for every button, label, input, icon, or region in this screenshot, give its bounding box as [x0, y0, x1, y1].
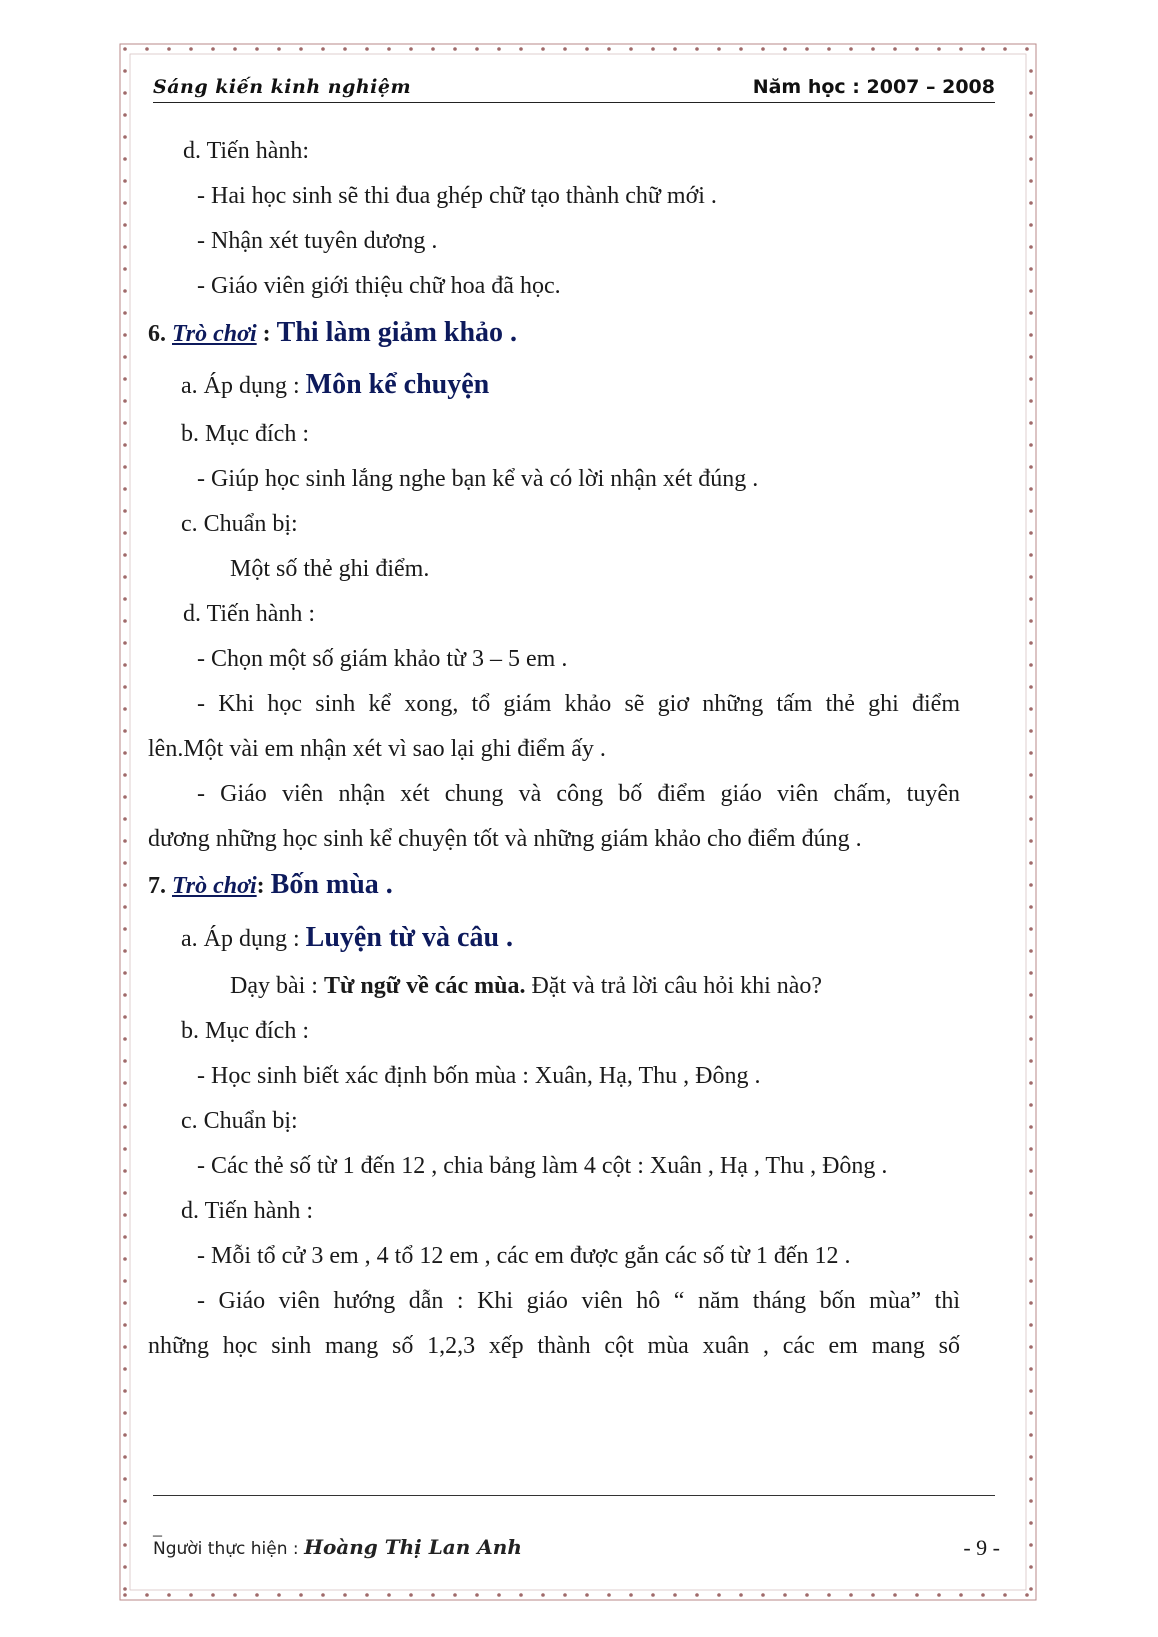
- border-ornament: [1029, 575, 1033, 579]
- header-school-year: Năm học : 2007 – 2008: [752, 76, 995, 98]
- border-ornament: [475, 47, 479, 51]
- border-ornament: [123, 839, 127, 843]
- border-ornament: [1029, 201, 1033, 205]
- border-ornament: [123, 971, 127, 975]
- text-line: lên.Một vài em nhận xét vì sao lại ghi điểm ấy .: [148, 736, 606, 762]
- section-number: 6.: [148, 321, 166, 347]
- border-ornament: [123, 1213, 127, 1217]
- border-ornament: [123, 289, 127, 293]
- border-ornament: [1029, 69, 1033, 73]
- border-ornament: [123, 377, 127, 381]
- border-ornament: [761, 1593, 765, 1597]
- border-ornament: [123, 223, 127, 227]
- border-ornament: [1029, 817, 1033, 821]
- border-ornament: [123, 729, 127, 733]
- border-ornament: [123, 905, 127, 909]
- border-ornament: [805, 47, 809, 51]
- border-ornament: [1029, 773, 1033, 777]
- border-ornament: [1029, 751, 1033, 755]
- border-ornament: [123, 1477, 127, 1481]
- border-ornament: [695, 47, 699, 51]
- apply-line: [181, 370, 489, 401]
- border-ornament: [827, 1593, 831, 1597]
- apply-label: a. Áp dụng :: [181, 373, 306, 399]
- border-ornament: [123, 91, 127, 95]
- border-ornament: [255, 47, 259, 51]
- border-ornament: [123, 1499, 127, 1503]
- text-line: - Khi học sinh kể xong, tổ giám khảo sẽ giơ những tấm thẻ ghi điểm: [197, 691, 960, 717]
- section-title: Thi làm giảm khảo .: [276, 317, 518, 348]
- border-ornament: [211, 1593, 215, 1597]
- border-ornament: [497, 1593, 501, 1597]
- apply-line: [181, 923, 513, 954]
- border-ornament: [1029, 597, 1033, 601]
- border-ornament: [299, 1593, 303, 1597]
- border-ornament: [343, 47, 347, 51]
- author-separator: :: [287, 1539, 305, 1559]
- border-ornament: [541, 1593, 545, 1597]
- border-ornament: [123, 949, 127, 953]
- border-ornament: [915, 47, 919, 51]
- text-line: - Hai học sinh sẽ thi đua ghép chữ tạo thành chữ mới .: [197, 183, 717, 209]
- border-ornament: [651, 47, 655, 51]
- border-ornament: [123, 707, 127, 711]
- border-ornament: [167, 47, 171, 51]
- section-label: Trò chơi: [172, 873, 257, 899]
- border-ornament: [123, 751, 127, 755]
- border-ornament: [607, 47, 611, 51]
- border-ornament: [1029, 355, 1033, 359]
- border-ornament: [1029, 1389, 1033, 1393]
- text-line: dương những học sinh kể chuyện tốt và những giám khảo cho điểm đúng .: [148, 826, 862, 852]
- border-ornament: [717, 47, 721, 51]
- border-ornament: [1029, 289, 1033, 293]
- footer-divider: [153, 1495, 995, 1496]
- border-ornament: [123, 795, 127, 799]
- apply-subject: Môn kể chuyện: [305, 369, 490, 400]
- border-ornament: [519, 1593, 523, 1597]
- border-ornament: [123, 157, 127, 161]
- border-ornament: [1029, 1213, 1033, 1217]
- lesson-rest: Đặt và trả lời câu hỏi khi nào?: [525, 973, 823, 999]
- border-ornament: [233, 1593, 237, 1597]
- border-ornament: [123, 663, 127, 667]
- border-ornament: [849, 47, 853, 51]
- border-ornament: [805, 1593, 809, 1597]
- text-line: - Học sinh biết xác định bốn mùa : Xuân, Hạ, Thu , Đông .: [197, 1063, 761, 1089]
- border-ornament: [1025, 47, 1029, 51]
- border-ornament: [1029, 179, 1033, 183]
- border-ornament: [1029, 1587, 1033, 1591]
- border-ornament: [123, 179, 127, 183]
- border-ornament: [1029, 1543, 1033, 1547]
- border-ornament: [123, 333, 127, 337]
- border-ornament: [365, 1593, 369, 1597]
- border-ornament: [123, 1323, 127, 1327]
- border-ornament: [1029, 553, 1033, 557]
- border-ornament: [431, 1593, 435, 1597]
- border-ornament: [123, 993, 127, 997]
- footer-dash: _: [153, 1518, 162, 1538]
- border-ornament: [1029, 1037, 1033, 1041]
- border-ornament: [123, 69, 127, 73]
- border-ornament: [189, 1593, 193, 1597]
- border-ornament: [1029, 443, 1033, 447]
- border-ornament: [123, 355, 127, 359]
- border-ornament: [277, 1593, 281, 1597]
- border-ornament: [1029, 641, 1033, 645]
- prep-heading: c. Chuẩn bị:: [181, 1108, 298, 1134]
- border-ornament: [1029, 1235, 1033, 1239]
- border-ornament: [1029, 1147, 1033, 1151]
- section-separator: :: [256, 873, 271, 899]
- border-ornament: [1029, 421, 1033, 425]
- border-ornament: [1029, 927, 1033, 931]
- border-ornament: [981, 1593, 985, 1597]
- border-ornament: [123, 443, 127, 447]
- apply-label: a. Áp dụng :: [181, 926, 306, 952]
- border-ornament: [123, 1411, 127, 1415]
- border-ornament: [629, 1593, 633, 1597]
- border-ornament: [1029, 1477, 1033, 1481]
- border-ornament: [1029, 1169, 1033, 1173]
- text-line: - Mỗi tổ cử 3 em , 4 tổ 12 em , các em được gắn các số từ 1 đến 12 .: [197, 1243, 851, 1269]
- border-ornament: [783, 1593, 787, 1597]
- border-ornament: [123, 487, 127, 491]
- border-ornament: [1029, 333, 1033, 337]
- border-ornament: [959, 47, 963, 51]
- text-line: - Giáo viên giới thiệu chữ hoa đã học.: [197, 273, 561, 299]
- border-ornament: [123, 113, 127, 117]
- border-ornament: [1029, 1565, 1033, 1569]
- border-ornament: [629, 47, 633, 51]
- border-ornament: [1003, 47, 1007, 51]
- border-ornament: [123, 509, 127, 513]
- border-ornament: [761, 47, 765, 51]
- border-ornament: [673, 1593, 677, 1597]
- border-ornament: [783, 47, 787, 51]
- border-ornament: [167, 1593, 171, 1597]
- border-ornament: [123, 773, 127, 777]
- border-ornament: [1029, 135, 1033, 139]
- border-ornament: [123, 1257, 127, 1261]
- border-ornament: [123, 399, 127, 403]
- border-ornament: [937, 47, 941, 51]
- border-ornament: [123, 1147, 127, 1151]
- border-ornament: [123, 245, 127, 249]
- author-label: Người thực hiện: [153, 1539, 288, 1559]
- apply-subject: Luyện từ và câu .: [305, 922, 514, 953]
- header-title: Sáng kiến kinh nghiệm: [153, 76, 412, 98]
- border-ornament: [321, 1593, 325, 1597]
- border-ornament: [1029, 1191, 1033, 1195]
- border-ornament: [123, 1169, 127, 1173]
- border-ornament: [585, 47, 589, 51]
- border-ornament: [739, 47, 743, 51]
- section-number: 7.: [148, 873, 166, 899]
- border-ornament: [1029, 971, 1033, 975]
- border-ornament: [1029, 1301, 1033, 1305]
- border-ornament: [1029, 509, 1033, 513]
- border-ornament: [1029, 1323, 1033, 1327]
- author-name: Hoàng Thị Lan Anh: [304, 1535, 522, 1559]
- border-ornament: [123, 619, 127, 623]
- border-ornament: [739, 1593, 743, 1597]
- border-ornament: [387, 47, 391, 51]
- border-ornament: [1029, 1367, 1033, 1371]
- border-ornament: [1029, 91, 1033, 95]
- border-ornament: [123, 1235, 127, 1239]
- step-d-heading: d. Tiến hành :: [181, 1198, 314, 1224]
- border-ornament: [255, 1593, 259, 1597]
- text-line: - Giáo viên nhận xét chung và công bố điểm giáo viên chấm, tuyên: [197, 781, 960, 807]
- border-ornament: [585, 1593, 589, 1597]
- step-d-heading: d. Tiến hành :: [183, 601, 316, 627]
- section-separator: :: [256, 321, 277, 347]
- border-ornament: [1029, 465, 1033, 469]
- border-ornament: [981, 47, 985, 51]
- border-ornament: [1029, 1455, 1033, 1459]
- border-ornament: [387, 1593, 391, 1597]
- border-ornament: [497, 47, 501, 51]
- border-ornament: [915, 1593, 919, 1597]
- border-ornament: [123, 597, 127, 601]
- section-7-heading: [148, 870, 393, 901]
- border-ornament: [123, 201, 127, 205]
- border-ornament: [563, 1593, 567, 1597]
- text-line: Một số thẻ ghi điểm.: [230, 556, 430, 582]
- border-ornament: [1029, 1015, 1033, 1019]
- border-ornament: [1029, 245, 1033, 249]
- border-ornament: [123, 465, 127, 469]
- border-ornament: [211, 47, 215, 51]
- footer-author: [153, 1535, 522, 1559]
- border-ornament: [519, 47, 523, 51]
- border-ornament: [1029, 1499, 1033, 1503]
- text-line: những học sinh mang số 1,2,3 xếp thành cột mùa xuân , các em mang số: [148, 1333, 960, 1359]
- border-ornament: [1029, 729, 1033, 733]
- border-ornament: [343, 1593, 347, 1597]
- border-ornament: [1029, 223, 1033, 227]
- border-ornament: [123, 267, 127, 271]
- border-ornament: [1003, 1593, 1007, 1597]
- border-ornament: [827, 47, 831, 51]
- border-ornament: [1029, 861, 1033, 865]
- border-ornament: [123, 861, 127, 865]
- border-ornament: [1029, 157, 1033, 161]
- border-ornament: [893, 47, 897, 51]
- prep-heading: c. Chuẩn bị:: [181, 511, 298, 537]
- border-ornament: [1029, 795, 1033, 799]
- border-ornament: [871, 1593, 875, 1597]
- border-ornament: [651, 1593, 655, 1597]
- border-ornament: [695, 1593, 699, 1597]
- section-title: Bốn mùa .: [270, 869, 393, 900]
- border-ornament: [123, 575, 127, 579]
- border-ornament: [123, 135, 127, 139]
- border-ornament: [123, 1345, 127, 1349]
- border-ornament: [123, 1367, 127, 1371]
- border-ornament: [607, 1593, 611, 1597]
- border-ornament: [299, 47, 303, 51]
- border-ornament: [1029, 487, 1033, 491]
- lesson-title: Từ ngữ về các mùa.: [323, 973, 526, 999]
- border-ornament: [1029, 1433, 1033, 1437]
- border-ornament: [541, 47, 545, 51]
- border-ornament: [1029, 377, 1033, 381]
- border-ornament: [937, 1593, 941, 1597]
- border-ornament: [1029, 113, 1033, 117]
- border-ornament: [1029, 619, 1033, 623]
- page-header: [153, 72, 995, 103]
- border-ornament: [123, 685, 127, 689]
- border-ornament: [189, 47, 193, 51]
- border-ornament: [1029, 1059, 1033, 1063]
- border-ornament: [123, 1389, 127, 1393]
- lesson-label: Dạy bài :: [230, 973, 324, 999]
- border-ornament: [123, 421, 127, 425]
- page-number: - 9 -: [963, 1535, 1000, 1560]
- border-ornament: [123, 1103, 127, 1107]
- section-label: Trò chơi: [172, 321, 257, 347]
- border-ornament: [277, 47, 281, 51]
- border-ornament: [123, 311, 127, 315]
- border-ornament: [409, 47, 413, 51]
- border-ornament: [233, 47, 237, 51]
- text-line: - Giúp học sinh lắng nghe bạn kể và có lời nhận xét đúng .: [197, 466, 759, 492]
- border-ornament: [123, 927, 127, 931]
- border-ornament: [1029, 1521, 1033, 1525]
- border-ornament: [1029, 905, 1033, 909]
- border-ornament: [123, 1037, 127, 1041]
- border-ornament: [1029, 685, 1033, 689]
- border-ornament: [871, 47, 875, 51]
- border-ornament: [893, 1593, 897, 1597]
- border-ornament: [123, 1587, 127, 1591]
- border-ornament: [453, 47, 457, 51]
- border-ornament: [673, 47, 677, 51]
- border-ornament: [123, 531, 127, 535]
- border-ornament: [123, 47, 127, 51]
- border-ornament: [1029, 311, 1033, 315]
- border-ornament: [1029, 1125, 1033, 1129]
- border-ornament: [123, 1301, 127, 1305]
- text-line: - Chọn một số giám khảo từ 3 – 5 em .: [197, 646, 568, 672]
- border-ornament: [1029, 949, 1033, 953]
- lesson-line: [230, 971, 822, 1001]
- border-ornament: [959, 1593, 963, 1597]
- border-ornament: [1029, 1103, 1033, 1107]
- border-ornament: [1029, 839, 1033, 843]
- border-ornament: [123, 1279, 127, 1283]
- border-ornament: [123, 1455, 127, 1459]
- section-6-heading: [148, 318, 517, 349]
- border-ornament: [123, 1593, 127, 1597]
- border-ornament: [453, 1593, 457, 1597]
- border-ornament: [717, 1593, 721, 1597]
- border-ornament: [1029, 531, 1033, 535]
- step-d-heading: d. Tiến hành:: [183, 138, 310, 164]
- border-ornament: [849, 1593, 853, 1597]
- border-ornament: [1029, 1257, 1033, 1261]
- border-ornament: [409, 1593, 413, 1597]
- border-ornament: [123, 1433, 127, 1437]
- border-ornament: [145, 1593, 149, 1597]
- border-ornament: [123, 1565, 127, 1569]
- border-ornament: [1029, 1279, 1033, 1283]
- border-ornament: [1029, 267, 1033, 271]
- border-ornament: [123, 1191, 127, 1195]
- purpose-heading: b. Mục đích :: [181, 1018, 309, 1044]
- border-ornament: [1029, 1411, 1033, 1415]
- border-ornament: [1029, 663, 1033, 667]
- border-ornament: [1029, 399, 1033, 403]
- border-ornament: [1029, 707, 1033, 711]
- border-ornament: [1029, 1081, 1033, 1085]
- border-ornament: [1025, 1593, 1029, 1597]
- border-ornament: [1029, 1345, 1033, 1349]
- border-ornament: [123, 1059, 127, 1063]
- border-ornament: [321, 47, 325, 51]
- border-ornament: [1029, 993, 1033, 997]
- text-line: - Giáo viên hướng dẫn : Khi giáo viên hô “ năm tháng bốn mùa” thì: [197, 1288, 960, 1314]
- border-ornament: [1029, 883, 1033, 887]
- border-ornament: [123, 641, 127, 645]
- border-ornament: [145, 47, 149, 51]
- border-ornament: [123, 883, 127, 887]
- border-ornament: [123, 1543, 127, 1547]
- border-ornament: [431, 47, 435, 51]
- border-ornament: [123, 1125, 127, 1129]
- border-ornament: [123, 1521, 127, 1525]
- border-ornament: [475, 1593, 479, 1597]
- border-ornament: [365, 47, 369, 51]
- text-line: - Nhận xét tuyên dương .: [197, 228, 438, 254]
- purpose-heading: b. Mục đích :: [181, 421, 309, 447]
- text-line: - Các thẻ số từ 1 đến 12 , chia bảng làm 4 cột : Xuân , Hạ , Thu , Đông .: [197, 1153, 888, 1179]
- border-ornament: [123, 1081, 127, 1085]
- border-ornament: [123, 1015, 127, 1019]
- border-ornament: [123, 553, 127, 557]
- border-ornament: [563, 47, 567, 51]
- border-ornament: [123, 817, 127, 821]
